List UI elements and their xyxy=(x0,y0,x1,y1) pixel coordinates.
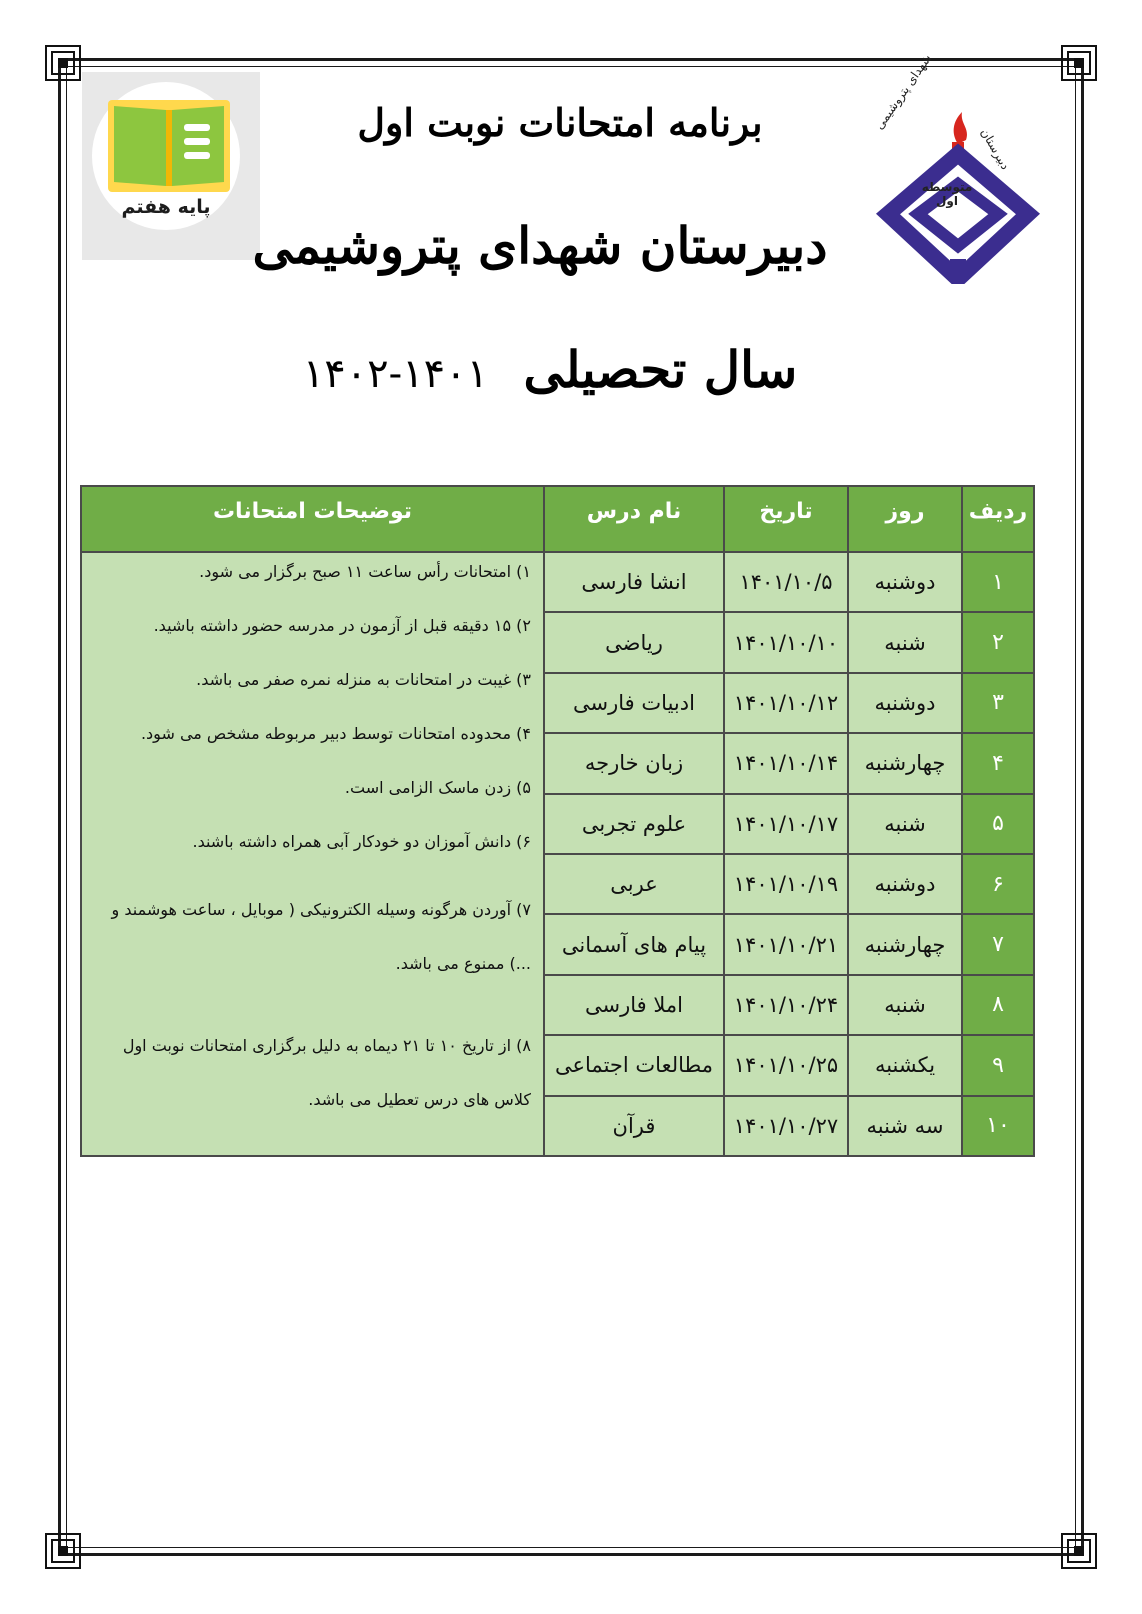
note-item: ۲) ۱۵ دقیقه قبل از آزمون در مدرسه حضور داشته باشید. xyxy=(153,616,531,635)
row-number: ۹ xyxy=(962,1035,1034,1095)
day-cell: یکشنبه xyxy=(848,1035,962,1095)
book-icon xyxy=(104,96,234,196)
date-cell: ۱۴۰۱/۱۰/۱۲ xyxy=(724,673,848,733)
date-cell: ۱۴۰۱/۱۰/۲۵ xyxy=(724,1035,848,1095)
note-item: ۴) محدوده امتحانات توسط دبیر مربوطه مشخص می شود. xyxy=(140,724,531,743)
subject-cell: علوم تجربی xyxy=(544,794,724,854)
header-notes: توضیحات امتحانات xyxy=(81,486,544,552)
header-day: روز xyxy=(848,486,962,552)
day-cell: شنبه xyxy=(848,794,962,854)
date-cell: ۱۴۰۱/۱۰/۲۷ xyxy=(724,1096,848,1156)
header-row-number: ردیف xyxy=(962,486,1034,552)
note-item: ۷) آوردن هرگونه وسیله الکترونیکی ( موبایل ، ساعت هوشمند و ...) ممنوع می باشد. xyxy=(111,900,531,973)
logo-text-left: شهدای پتروشیمی xyxy=(872,51,935,133)
date-cell: ۱۴۰۱/۱۰/۱۰ xyxy=(724,612,848,672)
row-number: ۳ xyxy=(962,673,1034,733)
note-item: ۱) امتحانات رأس ساعت ۱۱ صبح برگزار می شود. xyxy=(199,562,531,581)
academic-year-value: ۱۴۰۱-۱۴۰۲ xyxy=(302,351,489,397)
table-header-row xyxy=(81,486,1034,552)
subject-cell: مطالعات اجتماعی xyxy=(544,1035,724,1095)
subject-cell: املا فارسی xyxy=(544,975,724,1035)
corner-ornament-icon xyxy=(44,44,82,82)
subject-cell: زبان خارجه xyxy=(544,733,724,793)
day-cell: چهارشنبه xyxy=(848,914,962,974)
date-cell: ۱۴۰۱/۱۰/۵ xyxy=(724,552,848,612)
subject-cell: انشا فارسی xyxy=(544,552,724,612)
grade-label: پایه هفتم xyxy=(121,196,211,218)
day-cell: چهارشنبه xyxy=(848,733,962,793)
day-cell: شنبه xyxy=(848,612,962,672)
day-cell: دوشنبه xyxy=(848,673,962,733)
table-row xyxy=(81,552,1034,612)
academic-year xyxy=(250,340,850,399)
date-cell: ۱۴۰۱/۱۰/۲۴ xyxy=(724,975,848,1035)
date-cell: ۱۴۰۱/۱۰/۲۱ xyxy=(724,914,848,974)
header-subject: نام درس xyxy=(544,486,724,552)
note-item: ۸) از تاریخ ۱۰ تا ۲۱ دیماه به دلیل برگزاری امتحانات نوبت اول کلاس های درس تعطیل می باشد. xyxy=(122,1036,531,1109)
day-cell: دوشنبه xyxy=(848,854,962,914)
subject-cell: قرآن xyxy=(544,1096,724,1156)
note-item: ۶) دانش آموزان دو خودکار آبی همراه داشته باشند. xyxy=(192,832,531,851)
day-cell: شنبه xyxy=(848,975,962,1035)
academic-year-label: سال تحصیلی xyxy=(523,340,798,399)
row-number: ۲ xyxy=(962,612,1034,672)
logo-text-center: متوسطه اول xyxy=(921,180,973,208)
logo-text-right: دبیرستان xyxy=(977,126,1013,173)
corner-ornament-icon xyxy=(1060,44,1098,82)
row-number: ۱۰ xyxy=(962,1096,1034,1156)
row-number: ۶ xyxy=(962,854,1034,914)
row-number: ۵ xyxy=(962,794,1034,854)
notes-cell xyxy=(81,552,544,1156)
date-cell: ۱۴۰۱/۱۰/۱۷ xyxy=(724,794,848,854)
subject-cell: ریاضی xyxy=(544,612,724,672)
date-cell: ۱۴۰۱/۱۰/۱۹ xyxy=(724,854,848,914)
day-cell: دوشنبه xyxy=(848,552,962,612)
row-number: ۴ xyxy=(962,733,1034,793)
program-title: برنامه امتحانات نوبت اول xyxy=(357,100,763,145)
note-item: ۵) زدن ماسک الزامی است. xyxy=(344,778,531,797)
row-number: ۱ xyxy=(962,552,1034,612)
header-date: تاریخ xyxy=(724,486,848,552)
date-cell: ۱۴۰۱/۱۰/۱۴ xyxy=(724,733,848,793)
note-item: ۳) غیبت در امتحانات به منزله نمره صفر می باشد. xyxy=(196,670,531,689)
school-name: دبیرستان شهدای پتروشیمی xyxy=(252,216,828,275)
subject-cell: پیام های آسمانی xyxy=(544,914,724,974)
row-number: ۷ xyxy=(962,914,1034,974)
corner-ornament-icon xyxy=(44,1532,82,1570)
subject-cell: عربی xyxy=(544,854,724,914)
subject-cell: ادبیات فارسی xyxy=(544,673,724,733)
corner-ornament-icon xyxy=(1060,1532,1098,1570)
row-number: ۸ xyxy=(962,975,1034,1035)
day-cell: سه شنبه xyxy=(848,1096,962,1156)
exam-schedule-table xyxy=(80,485,1035,1157)
